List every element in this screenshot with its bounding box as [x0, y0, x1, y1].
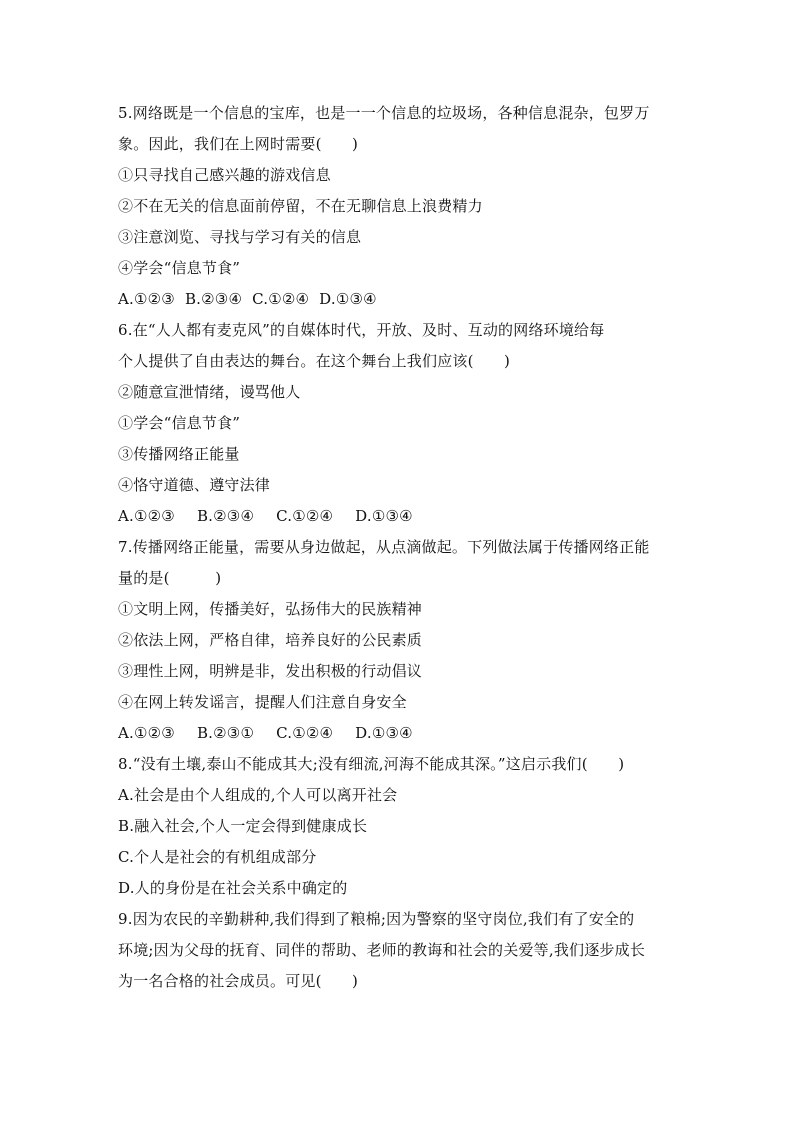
question-stem-line: 环境;因为父母的抚育、同伴的帮助、老师的教诲和社会的关爱等,我们逐步成长 — [118, 941, 646, 959]
answer-options — [118, 718, 678, 749]
question-9 — [118, 904, 678, 997]
question-item: ④学会“信息节食” — [118, 259, 241, 277]
question-5 — [118, 98, 678, 315]
question-item: ③理性上网，明辨是非，发出积极的行动倡议 — [118, 662, 423, 680]
option-a: A.①②③ — [118, 290, 175, 308]
question-item: ①文明上网，传播美好，弘扬伟大的民族精神 — [118, 600, 423, 618]
question-stem-line: 7.传播网络正能量，需要从身边做起，从点滴做起。下列做法属于传播网络正能 — [118, 538, 650, 556]
document-page — [118, 98, 678, 997]
answer-options — [118, 284, 678, 315]
option-d: D.①③④ — [355, 724, 413, 742]
question-item: ②不在无关的信息面前停留，不在无聊信息上浪费精力 — [118, 197, 483, 215]
question-item: ④在网上转发谣言，提醒人们注意自身安全 — [118, 693, 407, 711]
question-item: ①只寻找自己感兴趣的游戏信息 — [118, 166, 331, 184]
question-stem-line: 为一名合格的社会成员。可见( ) — [118, 972, 359, 990]
answer-options — [118, 501, 678, 532]
answer-option-line: A.社会是由个人组成的,个人可以离开社会 — [118, 786, 398, 804]
question-stem-line: 象。因此，我们在上网时需要( ) — [118, 135, 359, 153]
question-7 — [118, 532, 678, 749]
option-b: B.②③④ — [184, 290, 243, 308]
question-item: ②依法上网，严格自律，培养良好的公民素质 — [118, 631, 423, 649]
question-6 — [118, 315, 678, 532]
option-c: C.①②④ — [252, 290, 310, 308]
question-8 — [118, 749, 678, 904]
option-c: C.①②④ — [276, 507, 334, 525]
option-a: A.①②③ — [118, 724, 175, 742]
answer-option-line: C.个人是社会的有机组成部分 — [118, 848, 317, 866]
question-stem-line: 量的是( ) — [118, 569, 222, 587]
question-stem-line: 个人提供了自由表达的舞台。在这个舞台上我们应该( ) — [118, 352, 511, 370]
question-item: ③注意浏览、寻找与学习有关的信息 — [118, 228, 362, 246]
question-item: ①学会“信息节食” — [118, 414, 241, 432]
option-a: A.①②③ — [118, 507, 175, 525]
question-stem-line: 9.因为农民的辛勤耕种,我们得到了粮棉;因为警察的坚守岗位,我们有了安全的 — [118, 910, 635, 928]
question-stem-line: 8.“没有土壤,泰山不能成其大;没有细流,河海不能成其深。”这启示我们( ) — [118, 755, 625, 773]
question-item: ②随意宣泄情绪，谩骂他人 — [118, 383, 301, 401]
question-stem-line: 5.网络既是一个信息的宝库，也是一一个信息的垃圾场，各种信息混杂，包罗万 — [118, 104, 650, 122]
option-d: D.①③④ — [319, 290, 377, 308]
option-c: C.①②④ — [276, 724, 334, 742]
option-b: B.②③④ — [196, 507, 255, 525]
question-item: ③传播网络正能量 — [118, 445, 240, 463]
question-item: ④恪守道德、遵守法律 — [118, 476, 271, 494]
option-d: D.①③④ — [355, 507, 413, 525]
answer-option-line: D.人的身份是在社会关系中确定的 — [118, 879, 348, 897]
question-stem-line: 6.在“人人都有麦克风”的自媒体时代，开放、及时、互动的网络环境给每 — [118, 321, 605, 339]
answer-option-line: B.融入社会,个人一定会得到健康成长 — [118, 817, 368, 835]
option-b: B.②③① — [196, 724, 255, 742]
